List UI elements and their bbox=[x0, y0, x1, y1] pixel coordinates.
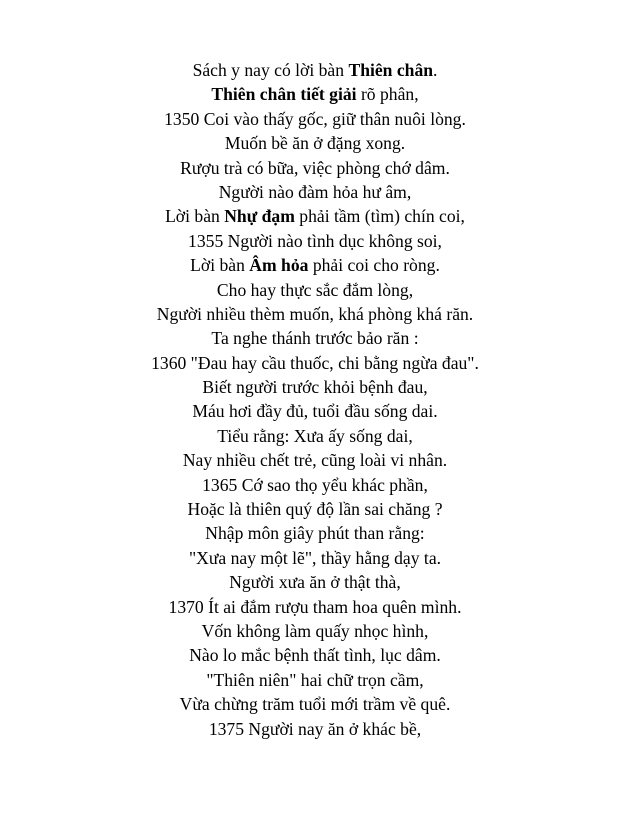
bold-term: Thiên chân bbox=[348, 60, 434, 80]
poem-line bbox=[0, 58, 634, 82]
line-text: Lời bàn bbox=[190, 255, 250, 276]
line-text: 1355 Người nào tình dục không soi, bbox=[188, 230, 442, 251]
poem-line bbox=[0, 204, 634, 228]
poem-line bbox=[0, 717, 634, 741]
poem-line bbox=[0, 546, 634, 570]
poem-line bbox=[0, 570, 634, 594]
line-text: Người nhiều thèm muốn, khá phòng khá răn. bbox=[156, 303, 474, 324]
line-text: Muốn bề ăn ở đặng xong. bbox=[224, 133, 406, 154]
poem-line bbox=[0, 521, 634, 545]
line-text: Người xưa ăn ở thật thà, bbox=[229, 572, 401, 593]
poem-line bbox=[0, 107, 634, 131]
line-text: Người nào đàm hỏa hư âm, bbox=[218, 181, 412, 202]
line-text: phải coi cho ròng. bbox=[308, 255, 440, 276]
bold-term: Nhự đạm bbox=[224, 206, 295, 227]
poem-line bbox=[0, 278, 634, 302]
line-text: Nay nhiều chết trẻ, cũng loài vi nhân. bbox=[182, 450, 448, 471]
poem-line bbox=[0, 131, 634, 155]
line-text: 1365 Cớ sao thọ yểu khác phần, bbox=[202, 474, 428, 495]
line-text: Vốn không làm quấy nhọc hình, bbox=[201, 620, 429, 641]
line-text: . bbox=[433, 60, 438, 80]
poem-line bbox=[0, 82, 634, 106]
poem-line bbox=[0, 375, 634, 399]
poem-line bbox=[0, 595, 634, 619]
poem-line bbox=[0, 229, 634, 253]
bold-term: Âm hỏa bbox=[249, 255, 309, 276]
poem-line bbox=[0, 643, 634, 667]
line-text: 1350 Coi vào thấy gốc, giữ thân nuôi lòng. bbox=[164, 108, 466, 129]
line-text: Hoặc là thiên quý độ lần sai chăng ? bbox=[187, 499, 443, 520]
poem-line bbox=[0, 180, 634, 204]
line-text: Biết người trước khỏi bệnh đau, bbox=[202, 377, 428, 398]
line-text: Sách y nay có lời bàn bbox=[192, 60, 349, 80]
poem-line bbox=[0, 668, 634, 692]
poem-line bbox=[0, 692, 634, 716]
line-text: Máu hơi đầy đủ, tuổi đầu sống dai. bbox=[192, 401, 438, 422]
line-text: Lời bàn bbox=[165, 206, 225, 227]
line-text: Nào lo mắc bệnh thất tình, lục dâm. bbox=[189, 645, 441, 666]
line-text: "Thiên niên" hai chữ trọn cầm, bbox=[206, 669, 424, 690]
line-text: Rượu trà có bữa, việc phòng chớ dâm. bbox=[180, 157, 450, 178]
line-text: 1375 Người nay ăn ở khác bề, bbox=[208, 718, 422, 739]
line-text: phải tầm (tìm) chín coi, bbox=[294, 206, 465, 227]
line-text: Vừa chừng trăm tuổi mới trầm về quê. bbox=[179, 694, 451, 715]
poem-line bbox=[0, 497, 634, 521]
poem-line bbox=[0, 326, 634, 350]
line-text: "Xưa nay một lẽ", thầy hằng dạy ta. bbox=[188, 547, 442, 568]
poem-text bbox=[0, 58, 638, 741]
bold-term: Thiên chân tiết giải bbox=[211, 84, 357, 105]
line-text: Tiểu rằng: Xưa ấy sống dai, bbox=[217, 425, 413, 446]
line-text: rõ phân, bbox=[356, 84, 419, 105]
poem-line bbox=[0, 253, 634, 277]
poem-line bbox=[0, 156, 634, 180]
line-text: Ta nghe thánh trước bảo răn : bbox=[211, 328, 419, 349]
poem-line bbox=[0, 473, 634, 497]
line-text: 1370 Ít ai đắm rượu tham hoa quên mình. bbox=[168, 596, 462, 617]
poem-line bbox=[0, 619, 634, 643]
poem-line bbox=[0, 448, 634, 472]
poem-line bbox=[0, 399, 634, 423]
poem-line bbox=[0, 302, 634, 326]
line-text: Nhập môn giây phút than rằng: bbox=[205, 523, 425, 544]
poem-line bbox=[0, 424, 634, 448]
poem-line bbox=[0, 351, 634, 375]
line-text: 1360 "Đau hay cầu thuốc, chi bằng ngừa đau". bbox=[151, 352, 479, 373]
line-text: Cho hay thực sắc đắm lòng, bbox=[216, 279, 414, 300]
